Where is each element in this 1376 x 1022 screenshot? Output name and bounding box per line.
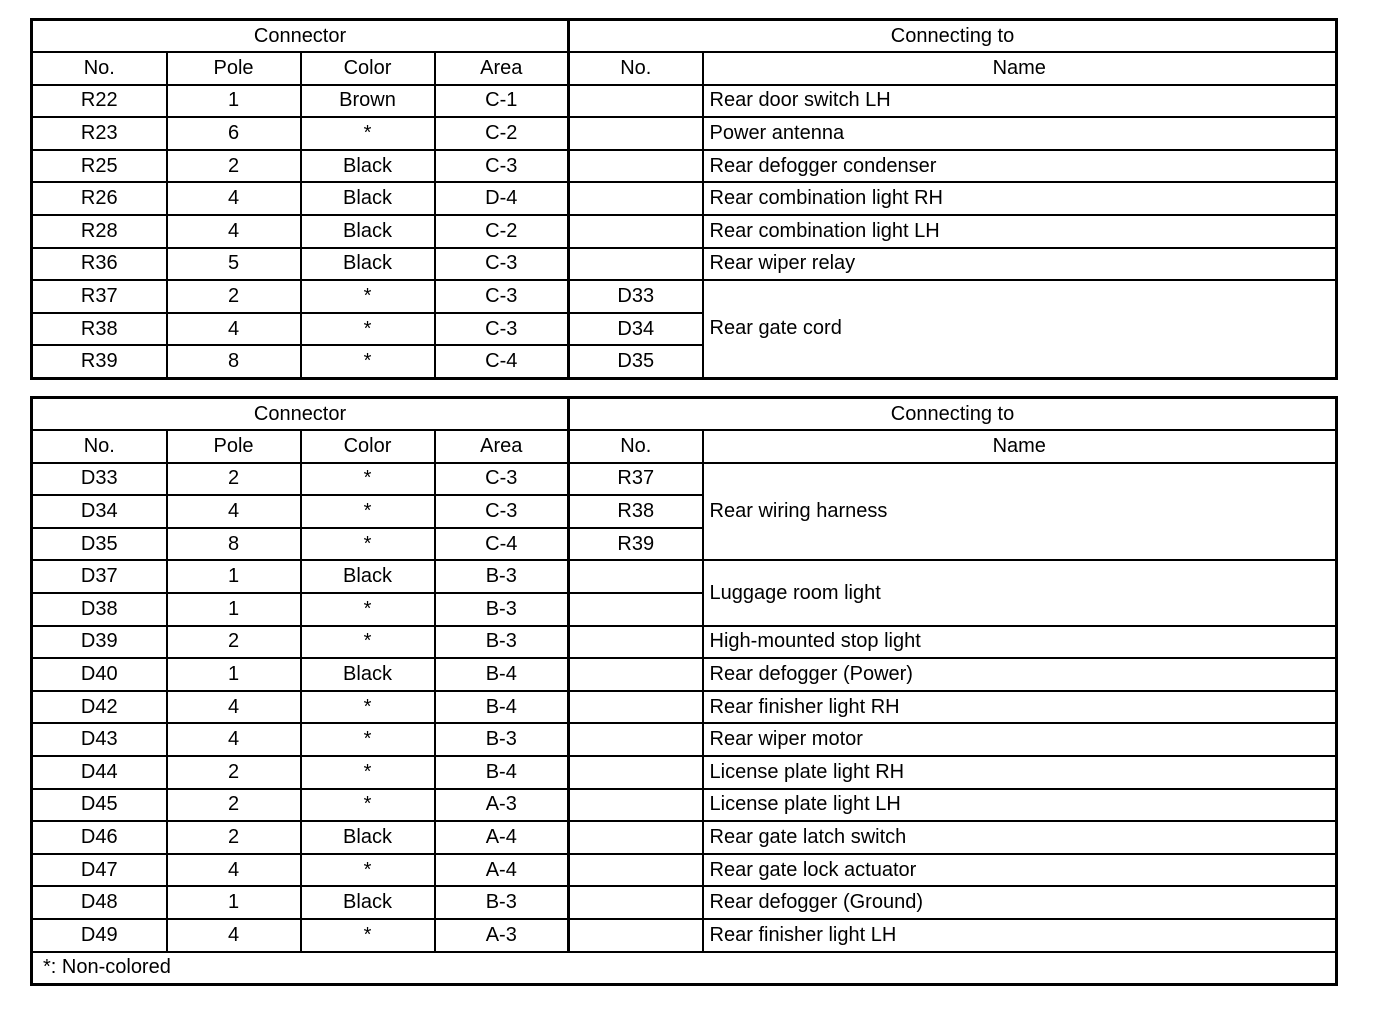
cell-area: B-4 — [435, 658, 569, 691]
cell-connecting-no — [569, 626, 703, 659]
cell-name: License plate light LH — [703, 789, 1337, 822]
footnote-row — [32, 952, 1337, 985]
cell-pole: 5 — [167, 248, 301, 281]
cell-name: Rear defogger condenser — [703, 150, 1337, 183]
cell-no: D46 — [32, 821, 167, 854]
cell-no: D33 — [32, 463, 167, 496]
col-header-pole: Pole — [167, 430, 301, 463]
cell-connecting-no — [569, 85, 703, 118]
cell-connecting-no — [569, 854, 703, 887]
cell-no: D45 — [32, 789, 167, 822]
cell-area: C-3 — [435, 313, 569, 346]
table-row — [32, 150, 1337, 183]
group-header-connecting-to: Connecting to — [569, 398, 1337, 431]
cell-color: * — [301, 756, 435, 789]
cell-pole: 4 — [167, 313, 301, 346]
cell-connecting-no — [569, 117, 703, 150]
cell-area: A-4 — [435, 821, 569, 854]
cell-pole: 2 — [167, 789, 301, 822]
cell-no: R37 — [32, 280, 167, 313]
cell-no: D49 — [32, 919, 167, 952]
cell-color: * — [301, 345, 435, 378]
cell-connecting-no — [569, 182, 703, 215]
cell-no: R25 — [32, 150, 167, 183]
table-group-header-row — [32, 20, 1337, 53]
cell-connecting-no: D35 — [569, 345, 703, 378]
cell-pole: 2 — [167, 463, 301, 496]
cell-pole: 4 — [167, 919, 301, 952]
cell-connecting-no — [569, 560, 703, 593]
table-row — [32, 626, 1337, 659]
cell-area: C-2 — [435, 215, 569, 248]
cell-no: R36 — [32, 248, 167, 281]
table-row — [32, 215, 1337, 248]
cell-color: * — [301, 691, 435, 724]
cell-color: * — [301, 723, 435, 756]
cell-color: * — [301, 626, 435, 659]
cell-no: D43 — [32, 723, 167, 756]
cell-no: D34 — [32, 495, 167, 528]
cell-area: C-4 — [435, 345, 569, 378]
col-header-color: Color — [301, 430, 435, 463]
footnote: *: Non-colored — [32, 952, 1337, 985]
cell-area: B-3 — [435, 560, 569, 593]
cell-connecting-no — [569, 215, 703, 248]
cell-connecting-no — [569, 756, 703, 789]
cell-color: * — [301, 280, 435, 313]
table-row — [32, 919, 1337, 952]
cell-color: Black — [301, 658, 435, 691]
table-row — [32, 280, 1337, 313]
cell-pole: 1 — [167, 886, 301, 919]
group-header-connecting-to: Connecting to — [569, 20, 1337, 53]
cell-color: * — [301, 593, 435, 626]
cell-color: Black — [301, 886, 435, 919]
cell-name: Rear wiper relay — [703, 248, 1337, 281]
cell-pole: 4 — [167, 854, 301, 887]
cell-connecting-no: D34 — [569, 313, 703, 346]
group-header-connector: Connector — [32, 20, 569, 53]
cell-no: D35 — [32, 528, 167, 561]
cell-name: License plate light RH — [703, 756, 1337, 789]
cell-color: * — [301, 463, 435, 496]
cell-connecting-no — [569, 691, 703, 724]
table-row — [32, 658, 1337, 691]
cell-area: C-3 — [435, 280, 569, 313]
cell-area: C-3 — [435, 463, 569, 496]
cell-color: * — [301, 528, 435, 561]
cell-connecting-no — [569, 658, 703, 691]
cell-connecting-no — [569, 789, 703, 822]
cell-no: R39 — [32, 345, 167, 378]
cell-name: Rear gate cord — [703, 280, 1337, 378]
cell-color: * — [301, 789, 435, 822]
table-row — [32, 560, 1337, 593]
cell-name: Rear defogger (Power) — [703, 658, 1337, 691]
cell-area: A-3 — [435, 919, 569, 952]
col-header-area: Area — [435, 430, 569, 463]
cell-area: B-3 — [435, 626, 569, 659]
cell-pole: 1 — [167, 85, 301, 118]
col-header-area: Area — [435, 52, 569, 85]
cell-no: D47 — [32, 854, 167, 887]
cell-area: A-4 — [435, 854, 569, 887]
cell-color: * — [301, 495, 435, 528]
cell-name: Rear gate lock actuator — [703, 854, 1337, 887]
cell-pole: 1 — [167, 593, 301, 626]
cell-pole: 6 — [167, 117, 301, 150]
cell-connecting-no: R37 — [569, 463, 703, 496]
col-header-connecting-no: No. — [569, 52, 703, 85]
col-header-no: No. — [32, 430, 167, 463]
cell-color: Brown — [301, 85, 435, 118]
table-row — [32, 789, 1337, 822]
cell-name: Luggage room light — [703, 560, 1337, 625]
cell-connecting-no — [569, 593, 703, 626]
cell-area: C-1 — [435, 85, 569, 118]
connector-table-r — [30, 18, 1338, 380]
cell-no: D48 — [32, 886, 167, 919]
cell-area: B-3 — [435, 593, 569, 626]
cell-no: D40 — [32, 658, 167, 691]
table-column-header-row — [32, 430, 1337, 463]
cell-color: Black — [301, 560, 435, 593]
table-group-header-row — [32, 398, 1337, 431]
table-row — [32, 886, 1337, 919]
cell-color: Black — [301, 248, 435, 281]
cell-pole: 8 — [167, 528, 301, 561]
cell-name: Rear combination light LH — [703, 215, 1337, 248]
cell-color: Black — [301, 821, 435, 854]
table-row — [32, 691, 1337, 724]
cell-connecting-no: R38 — [569, 495, 703, 528]
cell-area: C-3 — [435, 248, 569, 281]
table-row — [32, 463, 1337, 496]
cell-color: * — [301, 117, 435, 150]
cell-color: * — [301, 313, 435, 346]
col-header-color: Color — [301, 52, 435, 85]
cell-pole: 4 — [167, 182, 301, 215]
cell-no: R23 — [32, 117, 167, 150]
table-column-header-row — [32, 52, 1337, 85]
col-header-name: Name — [703, 52, 1337, 85]
cell-no: D39 — [32, 626, 167, 659]
cell-no: D37 — [32, 560, 167, 593]
cell-area: C-2 — [435, 117, 569, 150]
cell-pole: 2 — [167, 821, 301, 854]
col-header-pole: Pole — [167, 52, 301, 85]
group-header-connector: Connector — [32, 398, 569, 431]
table-row — [32, 723, 1337, 756]
table-row — [32, 117, 1337, 150]
cell-connecting-no — [569, 723, 703, 756]
cell-color: Black — [301, 215, 435, 248]
cell-name: High-mounted stop light — [703, 626, 1337, 659]
cell-connecting-no — [569, 886, 703, 919]
col-header-connecting-no: No. — [569, 430, 703, 463]
cell-name: Rear wiper motor — [703, 723, 1337, 756]
cell-connecting-no — [569, 821, 703, 854]
cell-no: R38 — [32, 313, 167, 346]
cell-color: * — [301, 919, 435, 952]
cell-no: D38 — [32, 593, 167, 626]
cell-area: B-3 — [435, 886, 569, 919]
connector-table-d — [30, 396, 1338, 986]
cell-pole: 2 — [167, 626, 301, 659]
cell-color: * — [301, 854, 435, 887]
cell-area: C-3 — [435, 150, 569, 183]
cell-name: Rear gate latch switch — [703, 821, 1337, 854]
table-row — [32, 85, 1337, 118]
cell-name: Rear finisher light LH — [703, 919, 1337, 952]
cell-area: B-4 — [435, 756, 569, 789]
col-header-no: No. — [32, 52, 167, 85]
cell-connecting-no — [569, 150, 703, 183]
cell-no: R26 — [32, 182, 167, 215]
cell-area: A-3 — [435, 789, 569, 822]
cell-name: Rear defogger (Ground) — [703, 886, 1337, 919]
cell-pole: 8 — [167, 345, 301, 378]
cell-pole: 4 — [167, 691, 301, 724]
cell-no: D44 — [32, 756, 167, 789]
cell-area: D-4 — [435, 182, 569, 215]
cell-area: B-4 — [435, 691, 569, 724]
cell-pole: 1 — [167, 658, 301, 691]
cell-no: R28 — [32, 215, 167, 248]
cell-area: C-4 — [435, 528, 569, 561]
table-row — [32, 248, 1337, 281]
cell-name: Rear door switch LH — [703, 85, 1337, 118]
table-row — [32, 756, 1337, 789]
cell-no: R22 — [32, 85, 167, 118]
cell-pole: 4 — [167, 723, 301, 756]
table-row — [32, 821, 1337, 854]
cell-name: Rear combination light RH — [703, 182, 1337, 215]
cell-pole: 4 — [167, 495, 301, 528]
cell-name: Rear wiring harness — [703, 463, 1337, 561]
cell-pole: 1 — [167, 560, 301, 593]
cell-pole: 4 — [167, 215, 301, 248]
cell-color: Black — [301, 150, 435, 183]
cell-area: C-3 — [435, 495, 569, 528]
cell-no: D42 — [32, 691, 167, 724]
cell-name: Rear finisher light RH — [703, 691, 1337, 724]
cell-pole: 2 — [167, 150, 301, 183]
cell-connecting-no — [569, 919, 703, 952]
cell-connecting-no: R39 — [569, 528, 703, 561]
col-header-name: Name — [703, 430, 1337, 463]
table-row — [32, 182, 1337, 215]
table-row — [32, 854, 1337, 887]
cell-connecting-no: D33 — [569, 280, 703, 313]
cell-name: Power antenna — [703, 117, 1337, 150]
cell-connecting-no — [569, 248, 703, 281]
cell-area: B-3 — [435, 723, 569, 756]
cell-color: Black — [301, 182, 435, 215]
cell-pole: 2 — [167, 756, 301, 789]
cell-pole: 2 — [167, 280, 301, 313]
